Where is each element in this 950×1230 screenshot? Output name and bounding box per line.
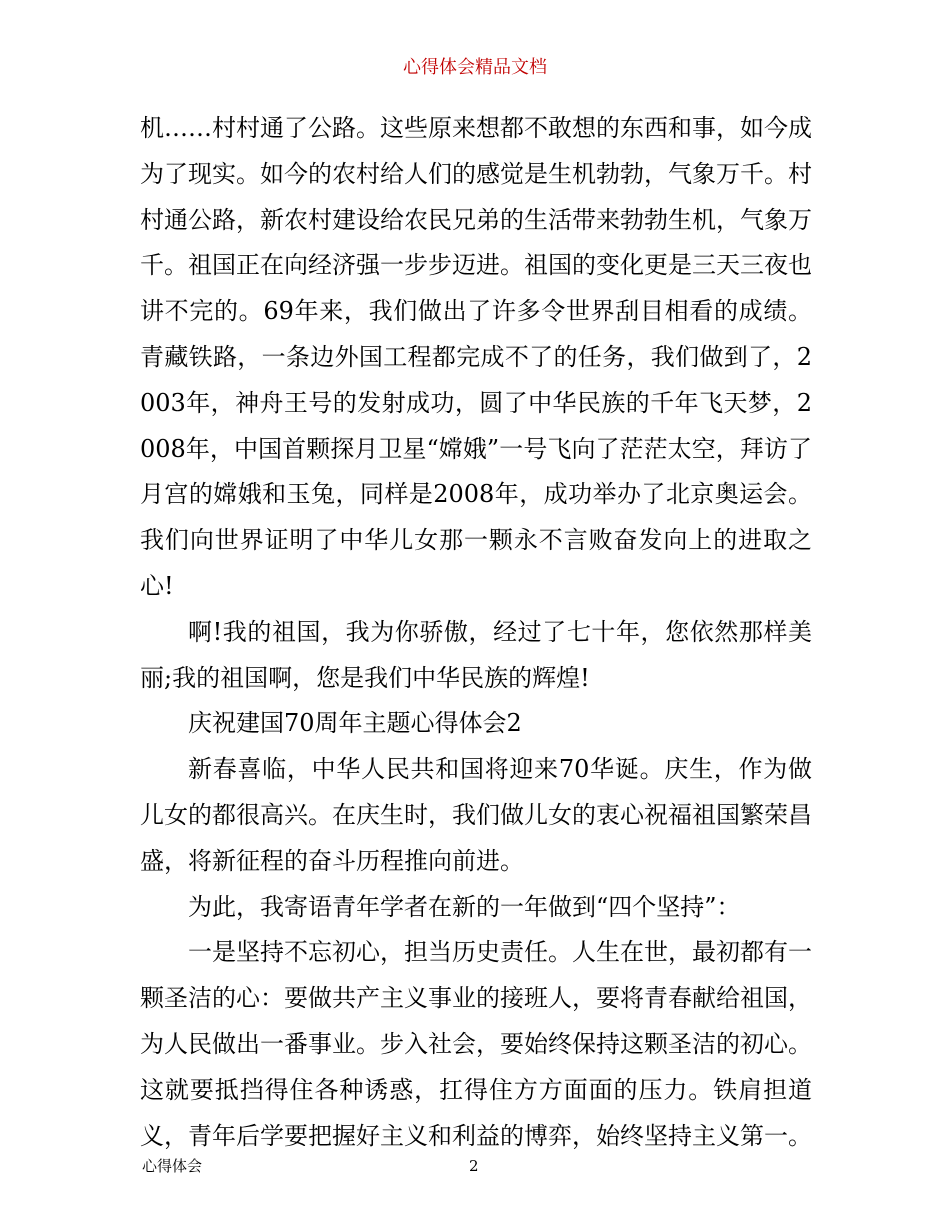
body-paragraph: 机……村村通了公路。这些原来想都不敢想的东西和事，如今成为了现实。如今的农村给人们的感觉是生机勃勃，气象万千。村村通公路，新农村建设给农民兄弟的生活带来勃勃生机，气象万千。祖国正在向经济强一步步迈进。祖国的变化更是三天三夜也讲不完的。69年来，我们做出了许多令世界刮目相看的成绩。青藏铁路，一条边外国工程都完成不了的任务，我们做到了，2003年，神舟王号的发射成功，圆了中华民族的千年飞天梦，2008年，中国首颗探月卫星“嫦娥”一号飞向了茫茫太空，拜访了月宫的嫦娥和玉兔，同样是2008年，成功举办了北京奥运会。我们向世界证明了中华儿女那一颗永不言败奋发向上的进取之心! — [140, 114, 812, 600]
body-paragraph: 新春喜临，中华人民共和国将迎来70华诞。庆生，作为做儿女的都很高兴。在庆生时，我们做儿女的衷心祝福祖国繁荣昌盛，将新征程的奋斗历程推向前进。 — [140, 755, 812, 875]
document-body — [140, 106, 812, 1159]
page-number: 2 — [469, 1157, 479, 1175]
body-paragraph: 为此，我寄语青年学者在新的一年做到“四个坚持”： — [188, 892, 741, 921]
body-paragraph: 啊!我的祖国，我为你骄傲，经过了七十年，您依然那样美丽;我的祖国啊，您是我们中华民族的辉煌! — [140, 617, 812, 692]
body-paragraph: 一是坚持不忘初心，担当历史责任。人生在世，最初都有一颗圣洁的心：要做共产主义事业的接班人，要将青春献给祖国，为人民做出一番事业。步入社会，要始终保持这颗圣洁的初心。这就要抵挡得住各种诱惑，扛得住方方面面的压力。铁肩担道义，青年后学要把握好主义和利益的博弈，始终坚持主义第一。 — [140, 938, 812, 1150]
page-header-title: 心得体会精品文档 — [403, 57, 547, 78]
footer-label: 心得体会 — [142, 1157, 203, 1175]
section-heading: 庆祝建国70周年主题心得体会2 — [188, 709, 522, 738]
